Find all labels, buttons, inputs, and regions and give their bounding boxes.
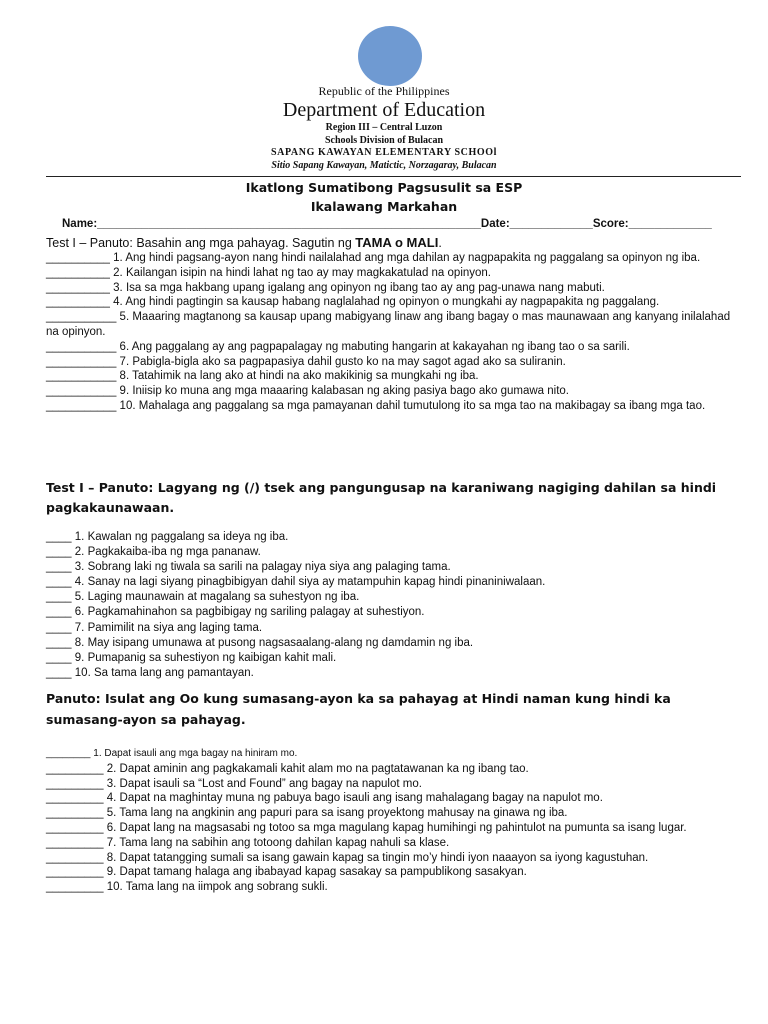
answer-blank[interactable]: ____ (46, 651, 72, 664)
question-text: 3. Isa sa mga hakbang upang igalang ang opinyon ng ibang tao ay ang pag-unawa nang mabuti. (109, 281, 605, 294)
test1-instruction-text: Basahin ang mga pahayag. Sagutin ng (136, 236, 356, 250)
question-text: 5. Maaaring magtanong sa kausap upang mabigyang linaw ang ibang bagay o mas maunawaan ang kanyang inilalahad na opinyon. (46, 311, 731, 338)
question-item (46, 605, 746, 620)
question-text: 4. Dapat na maghintay muna ng pabuya bago isauli ang isang mahalagang bagay na napulot mo. (103, 792, 603, 805)
question-item (46, 651, 746, 666)
question-item (46, 266, 746, 281)
question-item (46, 636, 746, 651)
question-text: 4. Ang hindi pagtingin sa kausap habang naglalahad ng opinyon o mungkahi ay nagpapakita ng paggalang. (109, 296, 660, 309)
question-item (46, 530, 746, 545)
question-item (46, 666, 746, 681)
school-logo (358, 26, 422, 86)
answer-blank[interactable]: ____ (46, 561, 72, 574)
answer-blank[interactable]: __________ (46, 252, 110, 264)
question-item (46, 621, 746, 636)
header-address: Sitio Sapang Kawayan, Matictic, Norzagaray, Bulacan (271, 160, 497, 171)
question-item (46, 777, 746, 792)
question-item (46, 821, 746, 836)
question-item (46, 575, 746, 590)
question-item (46, 865, 746, 880)
question-text: 7. Pabigla-bigla ako sa pagpapasiya dahil gusto ko na may sagot agad ako sa suliranin. (116, 355, 566, 368)
question-item (46, 851, 746, 866)
header-department: Department of Education (282, 99, 486, 121)
score-label: Score: (592, 218, 629, 230)
answer-blank[interactable]: ____ (46, 576, 72, 589)
exam-subtitle: Ikalawang Markahan (310, 199, 458, 214)
question-item (46, 747, 746, 762)
question-text: 6. Pagkamahinahon sa pagbibigay ng sariling palagay at suhestiyon. (71, 606, 425, 619)
answer-blank[interactable]: _________ (46, 836, 104, 849)
question-text: 7. Pamimilit na siya ang laging tama. (71, 621, 263, 634)
answer-blank[interactable]: ___________ (46, 340, 117, 353)
header-division: Schools Division of Bulacan (324, 135, 444, 146)
test1-instruction (46, 235, 746, 250)
question-item (46, 281, 746, 296)
answer-blank[interactable]: _________ (46, 881, 104, 894)
name-label: Name: (62, 218, 98, 230)
answer-blank[interactable]: _________ (46, 866, 104, 879)
question-text: 9. Pumapanig sa suhestiyon ng kaibigan kahit mali. (71, 651, 337, 664)
answer-blank[interactable]: ____ (46, 546, 72, 559)
question-item (46, 836, 746, 851)
answer-blank[interactable]: ___________ (46, 311, 117, 324)
test1-period: . (438, 236, 442, 250)
question-item (46, 369, 746, 384)
test1-items (46, 251, 746, 414)
question-item (46, 295, 746, 310)
question-text: 10. Sa tama lang ang pamantayan. (71, 666, 254, 679)
test3-items (46, 747, 746, 895)
question-text: 1. Dapat isauli ang mga bagay na hiniram mo. (90, 748, 298, 759)
answer-blank[interactable]: __________ (46, 296, 110, 309)
answer-blank[interactable]: _________ (46, 762, 104, 775)
question-text: 7. Tama lang na sabihin ang totoong dahilan kapag nahuli sa klase. (103, 836, 450, 849)
student-info-row (62, 218, 712, 230)
answer-blank[interactable]: __________ (46, 266, 110, 279)
question-text: 10. Tama lang na iimpok ang sobrang sukli. (103, 881, 328, 894)
answer-blank[interactable]: _________ (46, 777, 104, 790)
date-field[interactable]: _____________ (509, 218, 593, 230)
question-item (46, 762, 746, 777)
question-item (46, 251, 746, 266)
question-text: 9. Dapat tamang halaga ang ibabayad kapag sasakay sa pampublikong sasakyan. (103, 866, 527, 879)
question-text: 8. May isipang umunawa at pusong nagsasaalang-alang ng damdamin ng iba. (71, 636, 474, 649)
test2-instruction: Test I – Panuto: Lagyang ng (/) tsek ang pangungusap na karaniwang nagiging dahilan sa hindi pagkakaunawaan. (46, 480, 717, 515)
question-item (46, 545, 746, 560)
question-text: 2. Dapat aminin ang pagkakamali kahit alam mo na pagtatawanan ka ng ibang tao. (103, 762, 529, 775)
question-text: 1. Kawalan ng paggalang sa ideya ng iba. (71, 531, 289, 543)
question-item (46, 340, 746, 355)
question-text: 6. Ang paggalang ay ang pagpapalagay ng mabuting hangarin at kakayahan ng ibang tao o sa sarili. (116, 340, 630, 353)
score-field[interactable]: _____________ (628, 218, 712, 230)
question-item (46, 806, 746, 821)
answer-blank[interactable]: ____ (46, 621, 72, 634)
answer-blank[interactable]: ____ (46, 636, 72, 649)
name-field[interactable]: ____________________________________________________________ (97, 218, 481, 230)
answer-blank[interactable]: ____ (46, 531, 72, 543)
question-text: 2. Pagkakaiba-iba ng mga pananaw. (71, 546, 261, 559)
answer-blank[interactable]: ____ (46, 591, 72, 604)
question-item (46, 880, 746, 895)
question-text: 8. Tatahimik na lang ako at hindi na ako makikinig sa mungkahi ng iba. (116, 370, 479, 383)
question-text: 1. Ang hindi pagsang-ayon nang hindi nailalahad ang mga dahilan ay nagpapakita ng paggalang sa opinyon ng iba. (109, 252, 701, 264)
answer-blank[interactable]: ____ (46, 606, 72, 619)
question-text: 10. Mahalaga ang paggalang sa mga pamayanan dahil tumutulong ito sa mga tao na makibagay sa ibang mga tao. (116, 399, 706, 412)
answer-blank[interactable]: ____ (46, 666, 72, 679)
answer-blank[interactable]: _________ (46, 807, 104, 820)
test2-items (46, 530, 746, 681)
question-item (46, 590, 746, 605)
question-text: 6. Dapat lang na magsasabi ng totoo sa mga magulang kapag humihingi ng pahintulot na pumunta sa isang lugar. (103, 821, 687, 834)
test1-answer-choices: TAMA o MALI (355, 235, 439, 250)
test3-instruction: Panuto: Isulat ang Oo kung sumasang-ayon ka sa pahayag at Hindi naman kung hindi ka sumasang-ayon sa pahayag. (46, 691, 671, 727)
question-item (46, 384, 746, 399)
question-text: 5. Laging maunawain at magalang sa suhestyon ng iba. (71, 591, 360, 604)
answer-blank[interactable]: _________ (46, 792, 104, 805)
answer-blank[interactable]: ___________ (46, 370, 117, 383)
answer-blank[interactable]: _________ (46, 821, 104, 834)
header-region: Region III – Central Luzon (325, 122, 443, 133)
answer-blank[interactable]: ___________ (46, 399, 117, 412)
question-item (46, 560, 746, 575)
header-republic: Republic of the Philippines (318, 84, 450, 98)
question-item (46, 399, 746, 414)
question-text: 5. Tama lang na angkinin ang papuri para sa isang proyektong mahusay na ginawa ng iba. (103, 807, 568, 820)
answer-blank[interactable]: __________ (46, 281, 110, 294)
answer-blank[interactable]: ___________ (46, 355, 117, 368)
question-item (46, 310, 746, 340)
question-text: 3. Dapat isauli sa “Lost and Found” ang bagay na napulot mo. (103, 777, 422, 790)
question-text: 2. Kailangan isipin na hindi lahat ng tao ay may magkakatulad na opinyon. (109, 266, 492, 279)
question-text: 3. Sobrang laki ng tiwala sa sarili na palagay niya siya ang palaging tama. (71, 561, 451, 574)
test1-prefix: Test I – Panuto: (46, 236, 137, 250)
answer-blank[interactable]: ________ (46, 748, 91, 759)
answer-blank[interactable]: ___________ (46, 385, 117, 398)
date-label: Date: (480, 218, 510, 230)
answer-blank[interactable]: _________ (46, 851, 104, 864)
question-item (46, 355, 746, 370)
question-text: 9. Iniisip ko muna ang mga maaaring kalabasan ng aking pasiya bago ako gumawa nito. (116, 385, 569, 398)
header-divider (46, 176, 741, 177)
question-text: 4. Sanay na lagi siyang pinagbibigyan dahil siya ay matampuhin kapag hindi pinaniniwalaan. (71, 576, 546, 589)
question-item (46, 791, 746, 806)
question-text: 8. Dapat tatangging sumali sa isang gawain kapag sa tingin mo’y hindi iyon naaayon sa iyong kagustuhan. (103, 851, 649, 864)
header-school: SAPANG KAWAYAN ELEMENTARY SCHOOl (270, 147, 497, 158)
exam-title: Ikatlong Sumatibong Pagsusulit sa ESP (245, 180, 523, 195)
